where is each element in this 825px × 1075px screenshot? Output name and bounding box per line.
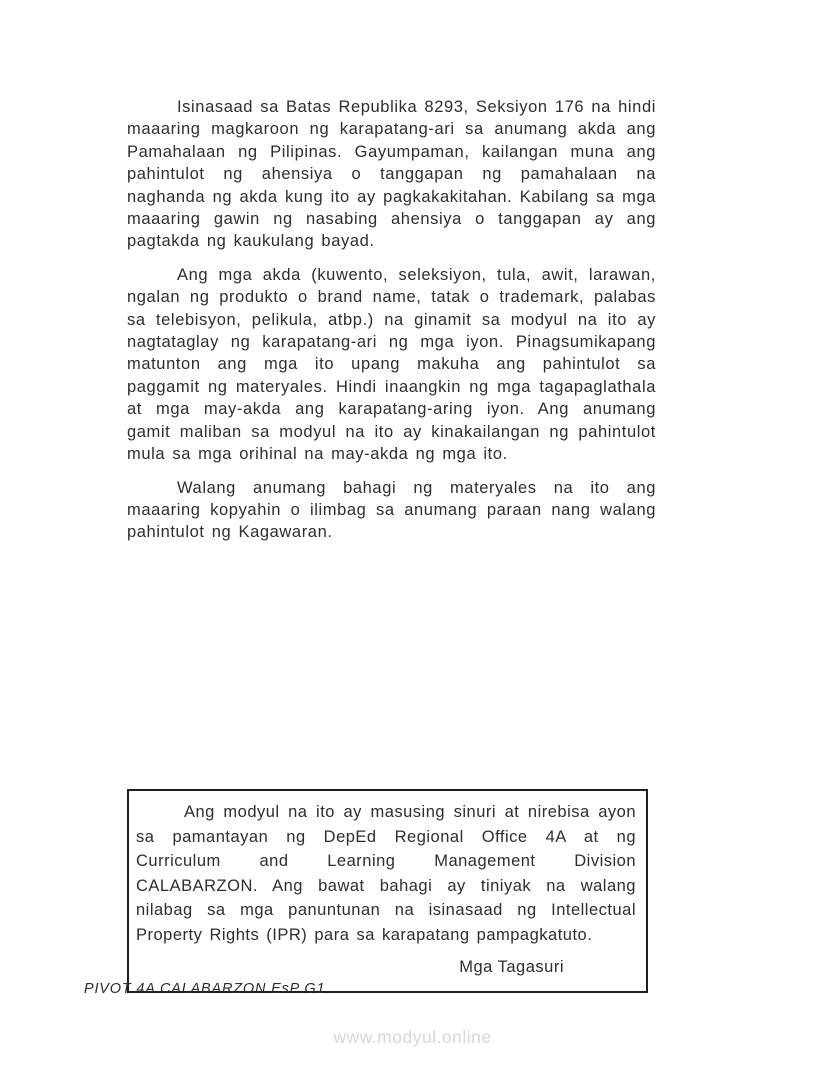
copyright-section [127, 96, 656, 555]
watermark-text: www.modyul.online [333, 1027, 492, 1047]
review-note-signoff: Mga Tagasuri [459, 957, 564, 976]
copyright-paragraph-3: Walang anumang bahagi ng materyales na ito ang maaaring kopyahin o ilimbag sa anumang paraan nang walang pahintulot ng Kagawaran. [127, 478, 656, 542]
page-footer [84, 981, 325, 997]
footer-module-label: PIVOT 4A CALABARZON EsP G1 [84, 981, 326, 997]
copyright-paragraph-1: Isinasaad sa Batas Republika 8293, Seksiyon 176 na hindi maaaring magkaroon ng karapatang-ari sa anumang akda ang Pamahalaan ng Pilipinas. Gayumpaman, kailangan muna ang pahintulot ng ahensiya o tanggapan ng pamahalaan na naghanda ng akda kung ito ay pagkakakitahan. Kabilang sa mga maaaring gawin ng nasabing ahensiya o tanggapan ay ang pagtakda ng kaukulang bayad. [127, 98, 656, 251]
review-note-text: Ang modyul na ito ay masusing sinuri at nirebisa ayon sa pamantayan ng DepEd Regional Office 4A at ng Curriculum and Learning Management Division CALABARZON. Ang bawat bahagi ay tiniyak na walang nilabag sa mga panuntunan na isinasaad ng Intellectual Property Rights (IPR) para sa karapatang pampagkatuto. [136, 803, 636, 944]
copyright-paragraph-2: Ang mga akda (kuwento, seleksiyon, tula, awit, larawan, ngalan ng produkto o brand name, tatak o trademark, palabas sa telebisyon, pelikula, atbp.) na ginamit sa modyul na ito ay nagtataglay ng karapatang-ari ng mga iyon. Pinagsumikapang matunton ang mga ito upang makuha ang pahintulot sa paggamit ng materyales. Hindi inaangkin ng mga tagapaglathala at mga may-akda ang karapatang-aring iyon. Ang anumang gamit maliban sa modyul na ito ay kinakailangan ng pahintulot mula sa mga orihinal na may-akda ng mga ito. [127, 265, 656, 464]
review-note-box [127, 789, 648, 993]
watermark [0, 1027, 825, 1048]
